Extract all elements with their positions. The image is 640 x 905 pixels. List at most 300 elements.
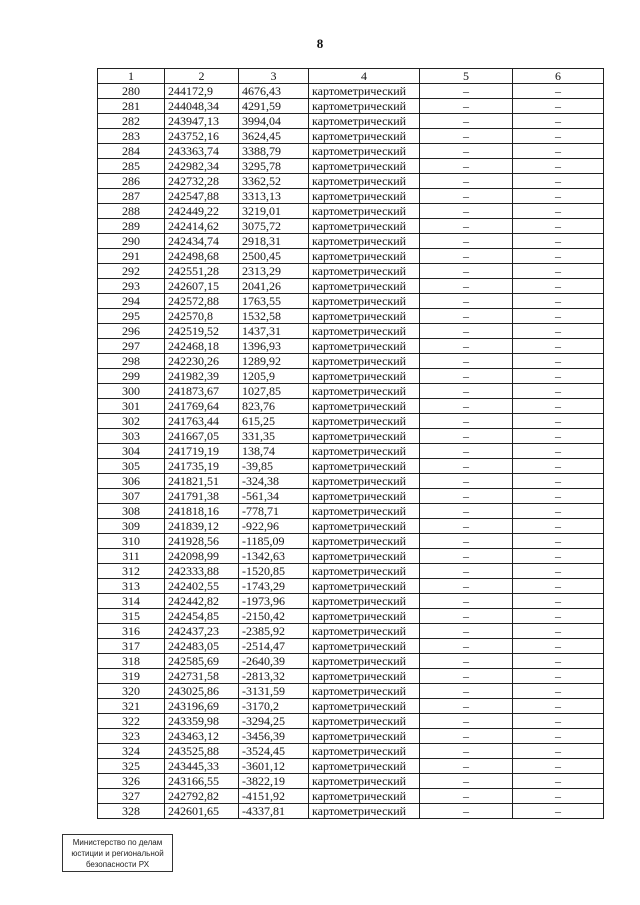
table-row xyxy=(98,474,604,489)
table-cell-col-6: – xyxy=(513,354,604,369)
table-cell-col-5: – xyxy=(420,579,513,594)
page-number: 8 xyxy=(316,36,324,51)
table-cell-col-6: – xyxy=(513,789,604,804)
table-cell-col-2: 243947,13 xyxy=(165,114,239,129)
table-row xyxy=(98,744,604,759)
table-cell-col-1: 295 xyxy=(98,309,165,324)
table-cell-col-1: 297 xyxy=(98,339,165,354)
table-cell-col-3: 1289,92 xyxy=(239,354,309,369)
table-cell-col-4: картометрический xyxy=(309,429,420,444)
table-cell-col-2: 241873,67 xyxy=(165,384,239,399)
table-cell-col-3: 2918,31 xyxy=(239,234,309,249)
table-cell-col-5: – xyxy=(420,594,513,609)
table-row xyxy=(98,219,604,234)
table-cell-col-3: 2313,29 xyxy=(239,264,309,279)
table-cell-col-4: картометрический xyxy=(309,309,420,324)
table-cell-col-2: 242483,05 xyxy=(165,639,239,654)
table-cell-col-6: – xyxy=(513,579,604,594)
table-cell-col-6: – xyxy=(513,804,604,819)
table-cell-col-5: – xyxy=(420,774,513,789)
table-cell-col-4: картометрический xyxy=(309,519,420,534)
table-cell-col-6: – xyxy=(513,99,604,114)
table-cell-col-4: картометрический xyxy=(309,159,420,174)
table-cell-col-4: картометрический xyxy=(309,84,420,99)
table-cell-col-1: 303 xyxy=(98,429,165,444)
table-cell-col-1: 326 xyxy=(98,774,165,789)
table-cell-col-3: 615,25 xyxy=(239,414,309,429)
table-cell-col-1: 300 xyxy=(98,384,165,399)
table-cell-col-2: 242585,69 xyxy=(165,654,239,669)
table-cell-col-1: 285 xyxy=(98,159,165,174)
table-cell-col-3: -324,38 xyxy=(239,474,309,489)
table-cell-col-2: 241735,19 xyxy=(165,459,239,474)
table-cell-col-6: – xyxy=(513,429,604,444)
table-cell-col-1: 291 xyxy=(98,249,165,264)
table-cell-col-2: 241982,39 xyxy=(165,369,239,384)
table-cell-col-5: – xyxy=(420,744,513,759)
table-row xyxy=(98,729,604,744)
table-cell-col-4: картометрический xyxy=(309,639,420,654)
table-cell-col-3: 3994,04 xyxy=(239,114,309,129)
table-cell-col-6: – xyxy=(513,189,604,204)
table-cell-col-6: – xyxy=(513,684,604,699)
table-cell-col-1: 293 xyxy=(98,279,165,294)
table-cell-col-4: картометрический xyxy=(309,279,420,294)
table-cell-col-3: 3075,72 xyxy=(239,219,309,234)
table-cell-col-3: -778,71 xyxy=(239,504,309,519)
table-cell-col-3: -2385,92 xyxy=(239,624,309,639)
table-cell-col-5: – xyxy=(420,114,513,129)
table-cell-col-5: – xyxy=(420,339,513,354)
table-cell-col-2: 241769,64 xyxy=(165,399,239,414)
table-cell-col-4: картометрический xyxy=(309,489,420,504)
table-cell-col-4: картометрический xyxy=(309,564,420,579)
table-cell-col-5: – xyxy=(420,534,513,549)
table-cell-col-1: 302 xyxy=(98,414,165,429)
table-row xyxy=(98,624,604,639)
table-cell-col-3: -39,85 xyxy=(239,459,309,474)
table-row xyxy=(98,489,604,504)
table-cell-col-2: 243445,33 xyxy=(165,759,239,774)
table-cell-col-6: – xyxy=(513,414,604,429)
table-row xyxy=(98,414,604,429)
table-cell-col-6: – xyxy=(513,84,604,99)
table-cell-col-5: – xyxy=(420,174,513,189)
table-cell-col-5: – xyxy=(420,684,513,699)
table-row xyxy=(98,444,604,459)
table-cell-col-5: – xyxy=(420,474,513,489)
table-cell-col-1: 324 xyxy=(98,744,165,759)
table-row xyxy=(98,294,604,309)
table-cell-col-1: 289 xyxy=(98,219,165,234)
table-cell-col-6: – xyxy=(513,234,604,249)
table-cell-col-6: – xyxy=(513,144,604,159)
table-cell-col-2: 242098,99 xyxy=(165,549,239,564)
table-cell-col-1: 315 xyxy=(98,609,165,624)
table-cell-col-3: 823,76 xyxy=(239,399,309,414)
table-cell-col-5: – xyxy=(420,324,513,339)
table-cell-col-6: – xyxy=(513,474,604,489)
table-cell-col-6: – xyxy=(513,669,604,684)
table-cell-col-4: картометрический xyxy=(309,774,420,789)
ministry-stamp xyxy=(62,834,173,872)
table-cell-col-4: картометрический xyxy=(309,114,420,129)
table-cell-col-1: 312 xyxy=(98,564,165,579)
table-cell-col-6: – xyxy=(513,549,604,564)
column-header-2: 2 xyxy=(165,69,239,84)
table-cell-col-6: – xyxy=(513,594,604,609)
table-cell-col-1: 301 xyxy=(98,399,165,414)
table-row xyxy=(98,279,604,294)
table-cell-col-1: 317 xyxy=(98,639,165,654)
stamp-line-1: Министерство по делам xyxy=(72,838,163,847)
table-cell-col-3: -1185,09 xyxy=(239,534,309,549)
table-cell-col-3: 3362,52 xyxy=(239,174,309,189)
table-cell-col-6: – xyxy=(513,129,604,144)
table-cell-col-6: – xyxy=(513,729,604,744)
table-row xyxy=(98,699,604,714)
table-cell-col-4: картометрический xyxy=(309,669,420,684)
table-cell-col-4: картометрический xyxy=(309,459,420,474)
table-row xyxy=(98,309,604,324)
table-cell-col-5: – xyxy=(420,444,513,459)
table-cell-col-2: 243363,74 xyxy=(165,144,239,159)
table-cell-col-5: – xyxy=(420,759,513,774)
table-cell-col-4: картометрический xyxy=(309,294,420,309)
table-row xyxy=(98,609,604,624)
table-cell-col-5: – xyxy=(420,159,513,174)
table-row xyxy=(98,579,604,594)
coordinates-table xyxy=(97,68,604,819)
table-cell-col-3: -922,96 xyxy=(239,519,309,534)
table-cell-col-3: 3313,13 xyxy=(239,189,309,204)
table-cell-col-2: 243196,69 xyxy=(165,699,239,714)
table-cell-col-3: 1532,58 xyxy=(239,309,309,324)
table-cell-col-3: 3219,01 xyxy=(239,204,309,219)
table-row xyxy=(98,189,604,204)
table-cell-col-4: картометрический xyxy=(309,174,420,189)
table-row xyxy=(98,399,604,414)
table-cell-col-4: картометрический xyxy=(309,369,420,384)
table-row xyxy=(98,534,604,549)
table-cell-col-1: 318 xyxy=(98,654,165,669)
table-cell-col-5: – xyxy=(420,669,513,684)
table-cell-col-3: 331,35 xyxy=(239,429,309,444)
table-row xyxy=(98,804,604,819)
table-cell-col-2: 241763,44 xyxy=(165,414,239,429)
table-cell-col-3: -1342,63 xyxy=(239,549,309,564)
table-cell-col-2: 242437,23 xyxy=(165,624,239,639)
table-row xyxy=(98,459,604,474)
table-cell-col-4: картометрический xyxy=(309,474,420,489)
table-row xyxy=(98,264,604,279)
table-cell-col-3: -4151,92 xyxy=(239,789,309,804)
table-cell-col-4: картометрический xyxy=(309,144,420,159)
table-cell-col-4: картометрический xyxy=(309,729,420,744)
table-cell-col-6: – xyxy=(513,399,604,414)
table-cell-col-3: -3822,19 xyxy=(239,774,309,789)
table-cell-col-6: – xyxy=(513,624,604,639)
table-cell-col-2: 243359,98 xyxy=(165,714,239,729)
table-cell-col-5: – xyxy=(420,414,513,429)
table-cell-col-1: 284 xyxy=(98,144,165,159)
table-cell-col-3: 3388,79 xyxy=(239,144,309,159)
table-cell-col-5: – xyxy=(420,99,513,114)
table-cell-col-4: картометрический xyxy=(309,129,420,144)
table-cell-col-1: 304 xyxy=(98,444,165,459)
table-cell-col-5: – xyxy=(420,639,513,654)
table-cell-col-1: 313 xyxy=(98,579,165,594)
table-cell-col-5: – xyxy=(420,384,513,399)
table-cell-col-4: картометрический xyxy=(309,219,420,234)
table-cell-col-3: -2150,42 xyxy=(239,609,309,624)
table-cell-col-5: – xyxy=(420,219,513,234)
table-cell-col-6: – xyxy=(513,564,604,579)
table-cell-col-4: картометрический xyxy=(309,789,420,804)
table-cell-col-5: – xyxy=(420,264,513,279)
table-cell-col-2: 243752,16 xyxy=(165,129,239,144)
table-cell-col-2: 244048,34 xyxy=(165,99,239,114)
table-cell-col-2: 241821,51 xyxy=(165,474,239,489)
table-row xyxy=(98,204,604,219)
table-cell-col-1: 292 xyxy=(98,264,165,279)
table-cell-col-5: – xyxy=(420,249,513,264)
table-cell-col-4: картометрический xyxy=(309,684,420,699)
table-row xyxy=(98,84,604,99)
table-cell-col-3: 1396,93 xyxy=(239,339,309,354)
table-row xyxy=(98,354,604,369)
table-cell-col-3: -3601,12 xyxy=(239,759,309,774)
table-cell-col-3: 2041,26 xyxy=(239,279,309,294)
table-row xyxy=(98,129,604,144)
table-cell-col-3: -1973,96 xyxy=(239,594,309,609)
table-cell-col-6: – xyxy=(513,279,604,294)
table-cell-col-4: картометрический xyxy=(309,609,420,624)
table-cell-col-1: 316 xyxy=(98,624,165,639)
table-cell-col-1: 328 xyxy=(98,804,165,819)
table-cell-col-1: 320 xyxy=(98,684,165,699)
table-cell-col-2: 242519,52 xyxy=(165,324,239,339)
table-cell-col-2: 243166,55 xyxy=(165,774,239,789)
table-row xyxy=(98,654,604,669)
table-cell-col-5: – xyxy=(420,204,513,219)
table-cell-col-2: 242414,62 xyxy=(165,219,239,234)
table-cell-col-3: -1743,29 xyxy=(239,579,309,594)
table-cell-col-6: – xyxy=(513,519,604,534)
table-cell-col-5: – xyxy=(420,354,513,369)
table-cell-col-5: – xyxy=(420,789,513,804)
table-cell-col-6: – xyxy=(513,159,604,174)
table-cell-col-6: – xyxy=(513,324,604,339)
table-cell-col-2: 242792,82 xyxy=(165,789,239,804)
table-cell-col-2: 242732,28 xyxy=(165,174,239,189)
table-cell-col-3: 4291,59 xyxy=(239,99,309,114)
table-row xyxy=(98,519,604,534)
table-cell-col-2: 243525,88 xyxy=(165,744,239,759)
table-cell-col-4: картометрический xyxy=(309,759,420,774)
table-cell-col-5: – xyxy=(420,309,513,324)
table-cell-col-5: – xyxy=(420,624,513,639)
table-row xyxy=(98,144,604,159)
table-cell-col-1: 325 xyxy=(98,759,165,774)
table-cell-col-2: 242572,88 xyxy=(165,294,239,309)
table-row xyxy=(98,249,604,264)
table-cell-col-1: 307 xyxy=(98,489,165,504)
table-cell-col-4: картометрический xyxy=(309,384,420,399)
table-cell-col-1: 327 xyxy=(98,789,165,804)
table-cell-col-4: картометрический xyxy=(309,339,420,354)
table-cell-col-3: 3624,45 xyxy=(239,129,309,144)
table-cell-col-1: 314 xyxy=(98,594,165,609)
table-cell-col-1: 280 xyxy=(98,84,165,99)
table-row xyxy=(98,774,604,789)
table-cell-col-4: картометрический xyxy=(309,399,420,414)
table-cell-col-2: 242468,18 xyxy=(165,339,239,354)
table-cell-col-4: картометрический xyxy=(309,189,420,204)
table-cell-col-3: -3294,25 xyxy=(239,714,309,729)
table-cell-col-2: 242230,26 xyxy=(165,354,239,369)
table-cell-col-1: 311 xyxy=(98,549,165,564)
table-cell-col-4: картометрический xyxy=(309,444,420,459)
table-cell-col-2: 241818,16 xyxy=(165,504,239,519)
table-cell-col-6: – xyxy=(513,264,604,279)
table-row xyxy=(98,759,604,774)
table-cell-col-6: – xyxy=(513,699,604,714)
table-row xyxy=(98,369,604,384)
table-row xyxy=(98,789,604,804)
table-row xyxy=(98,384,604,399)
table-cell-col-1: 309 xyxy=(98,519,165,534)
table-cell-col-4: картометрический xyxy=(309,264,420,279)
table-cell-col-3: -3170,2 xyxy=(239,699,309,714)
table-cell-col-6: – xyxy=(513,654,604,669)
table-cell-col-2: 243463,12 xyxy=(165,729,239,744)
table-cell-col-1: 283 xyxy=(98,129,165,144)
table-row xyxy=(98,669,604,684)
table-cell-col-6: – xyxy=(513,774,604,789)
table-cell-col-4: картометрический xyxy=(309,204,420,219)
table-cell-col-3: -1520,85 xyxy=(239,564,309,579)
table-cell-col-1: 282 xyxy=(98,114,165,129)
table-cell-col-1: 290 xyxy=(98,234,165,249)
table-cell-col-6: – xyxy=(513,204,604,219)
table-cell-col-6: – xyxy=(513,714,604,729)
table-row xyxy=(98,714,604,729)
table-cell-col-2: 242570,8 xyxy=(165,309,239,324)
table-cell-col-4: картометрический xyxy=(309,699,420,714)
table-cell-col-6: – xyxy=(513,219,604,234)
table-cell-col-3: -4337,81 xyxy=(239,804,309,819)
table-cell-col-5: – xyxy=(420,279,513,294)
column-header-5: 5 xyxy=(420,69,513,84)
table-cell-col-1: 288 xyxy=(98,204,165,219)
table-cell-col-6: – xyxy=(513,504,604,519)
table-cell-col-3: -561,34 xyxy=(239,489,309,504)
table-cell-col-6: – xyxy=(513,744,604,759)
table-cell-col-6: – xyxy=(513,309,604,324)
table-cell-col-5: – xyxy=(420,654,513,669)
table-cell-col-1: 306 xyxy=(98,474,165,489)
table-cell-col-4: картометрический xyxy=(309,249,420,264)
table-row xyxy=(98,174,604,189)
table-cell-col-6: – xyxy=(513,639,604,654)
table-cell-col-3: -3524,45 xyxy=(239,744,309,759)
table-cell-col-2: 242333,88 xyxy=(165,564,239,579)
table-row xyxy=(98,339,604,354)
table-cell-col-2: 244172,9 xyxy=(165,84,239,99)
table-cell-col-1: 319 xyxy=(98,669,165,684)
table-cell-col-4: картометрический xyxy=(309,744,420,759)
table-cell-col-6: – xyxy=(513,294,604,309)
table-cell-col-4: картометрический xyxy=(309,99,420,114)
table-cell-col-6: – xyxy=(513,444,604,459)
table-header-row xyxy=(98,69,604,84)
table-cell-col-3: 138,74 xyxy=(239,444,309,459)
table-cell-col-2: 241719,19 xyxy=(165,444,239,459)
table-cell-col-3: -2813,32 xyxy=(239,669,309,684)
table-cell-col-5: – xyxy=(420,429,513,444)
table-cell-col-1: 287 xyxy=(98,189,165,204)
table-cell-col-6: – xyxy=(513,609,604,624)
table-cell-col-5: – xyxy=(420,609,513,624)
table-cell-col-3: 1437,31 xyxy=(239,324,309,339)
table-cell-col-4: картометрический xyxy=(309,414,420,429)
column-header-4: 4 xyxy=(309,69,420,84)
column-header-6: 6 xyxy=(513,69,604,84)
table-cell-col-3: -3456,39 xyxy=(239,729,309,744)
table-cell-col-5: – xyxy=(420,84,513,99)
table-cell-col-3: -2640,39 xyxy=(239,654,309,669)
table-cell-col-5: – xyxy=(420,489,513,504)
table-cell-col-5: – xyxy=(420,459,513,474)
table-cell-col-1: 310 xyxy=(98,534,165,549)
table-cell-col-3: -3131,59 xyxy=(239,684,309,699)
table-cell-col-5: – xyxy=(420,729,513,744)
table-cell-col-2: 242731,58 xyxy=(165,669,239,684)
table-row xyxy=(98,99,604,114)
table-cell-col-5: – xyxy=(420,144,513,159)
table-cell-col-1: 305 xyxy=(98,459,165,474)
table-cell-col-2: 242607,15 xyxy=(165,279,239,294)
table-row xyxy=(98,429,604,444)
table-cell-col-5: – xyxy=(420,234,513,249)
table-cell-col-4: картометрический xyxy=(309,714,420,729)
table-cell-col-2: 242434,74 xyxy=(165,234,239,249)
table-cell-col-2: 242402,55 xyxy=(165,579,239,594)
table-cell-col-5: – xyxy=(420,369,513,384)
table-cell-col-2: 242982,34 xyxy=(165,159,239,174)
table-cell-col-6: – xyxy=(513,759,604,774)
table-row xyxy=(98,549,604,564)
table-cell-col-6: – xyxy=(513,114,604,129)
table-cell-col-4: картометрический xyxy=(309,579,420,594)
table-row xyxy=(98,159,604,174)
table-cell-col-4: картометрический xyxy=(309,354,420,369)
table-row xyxy=(98,114,604,129)
table-cell-col-5: – xyxy=(420,699,513,714)
table-cell-col-3: 1763,55 xyxy=(239,294,309,309)
table-cell-col-2: 241791,38 xyxy=(165,489,239,504)
table-cell-col-6: – xyxy=(513,174,604,189)
table-cell-col-1: 322 xyxy=(98,714,165,729)
table-row xyxy=(98,684,604,699)
table-cell-col-4: картометрический xyxy=(309,549,420,564)
table-cell-col-6: – xyxy=(513,249,604,264)
table-row xyxy=(98,504,604,519)
table-cell-col-5: – xyxy=(420,129,513,144)
table-row xyxy=(98,594,604,609)
table-row xyxy=(98,234,604,249)
